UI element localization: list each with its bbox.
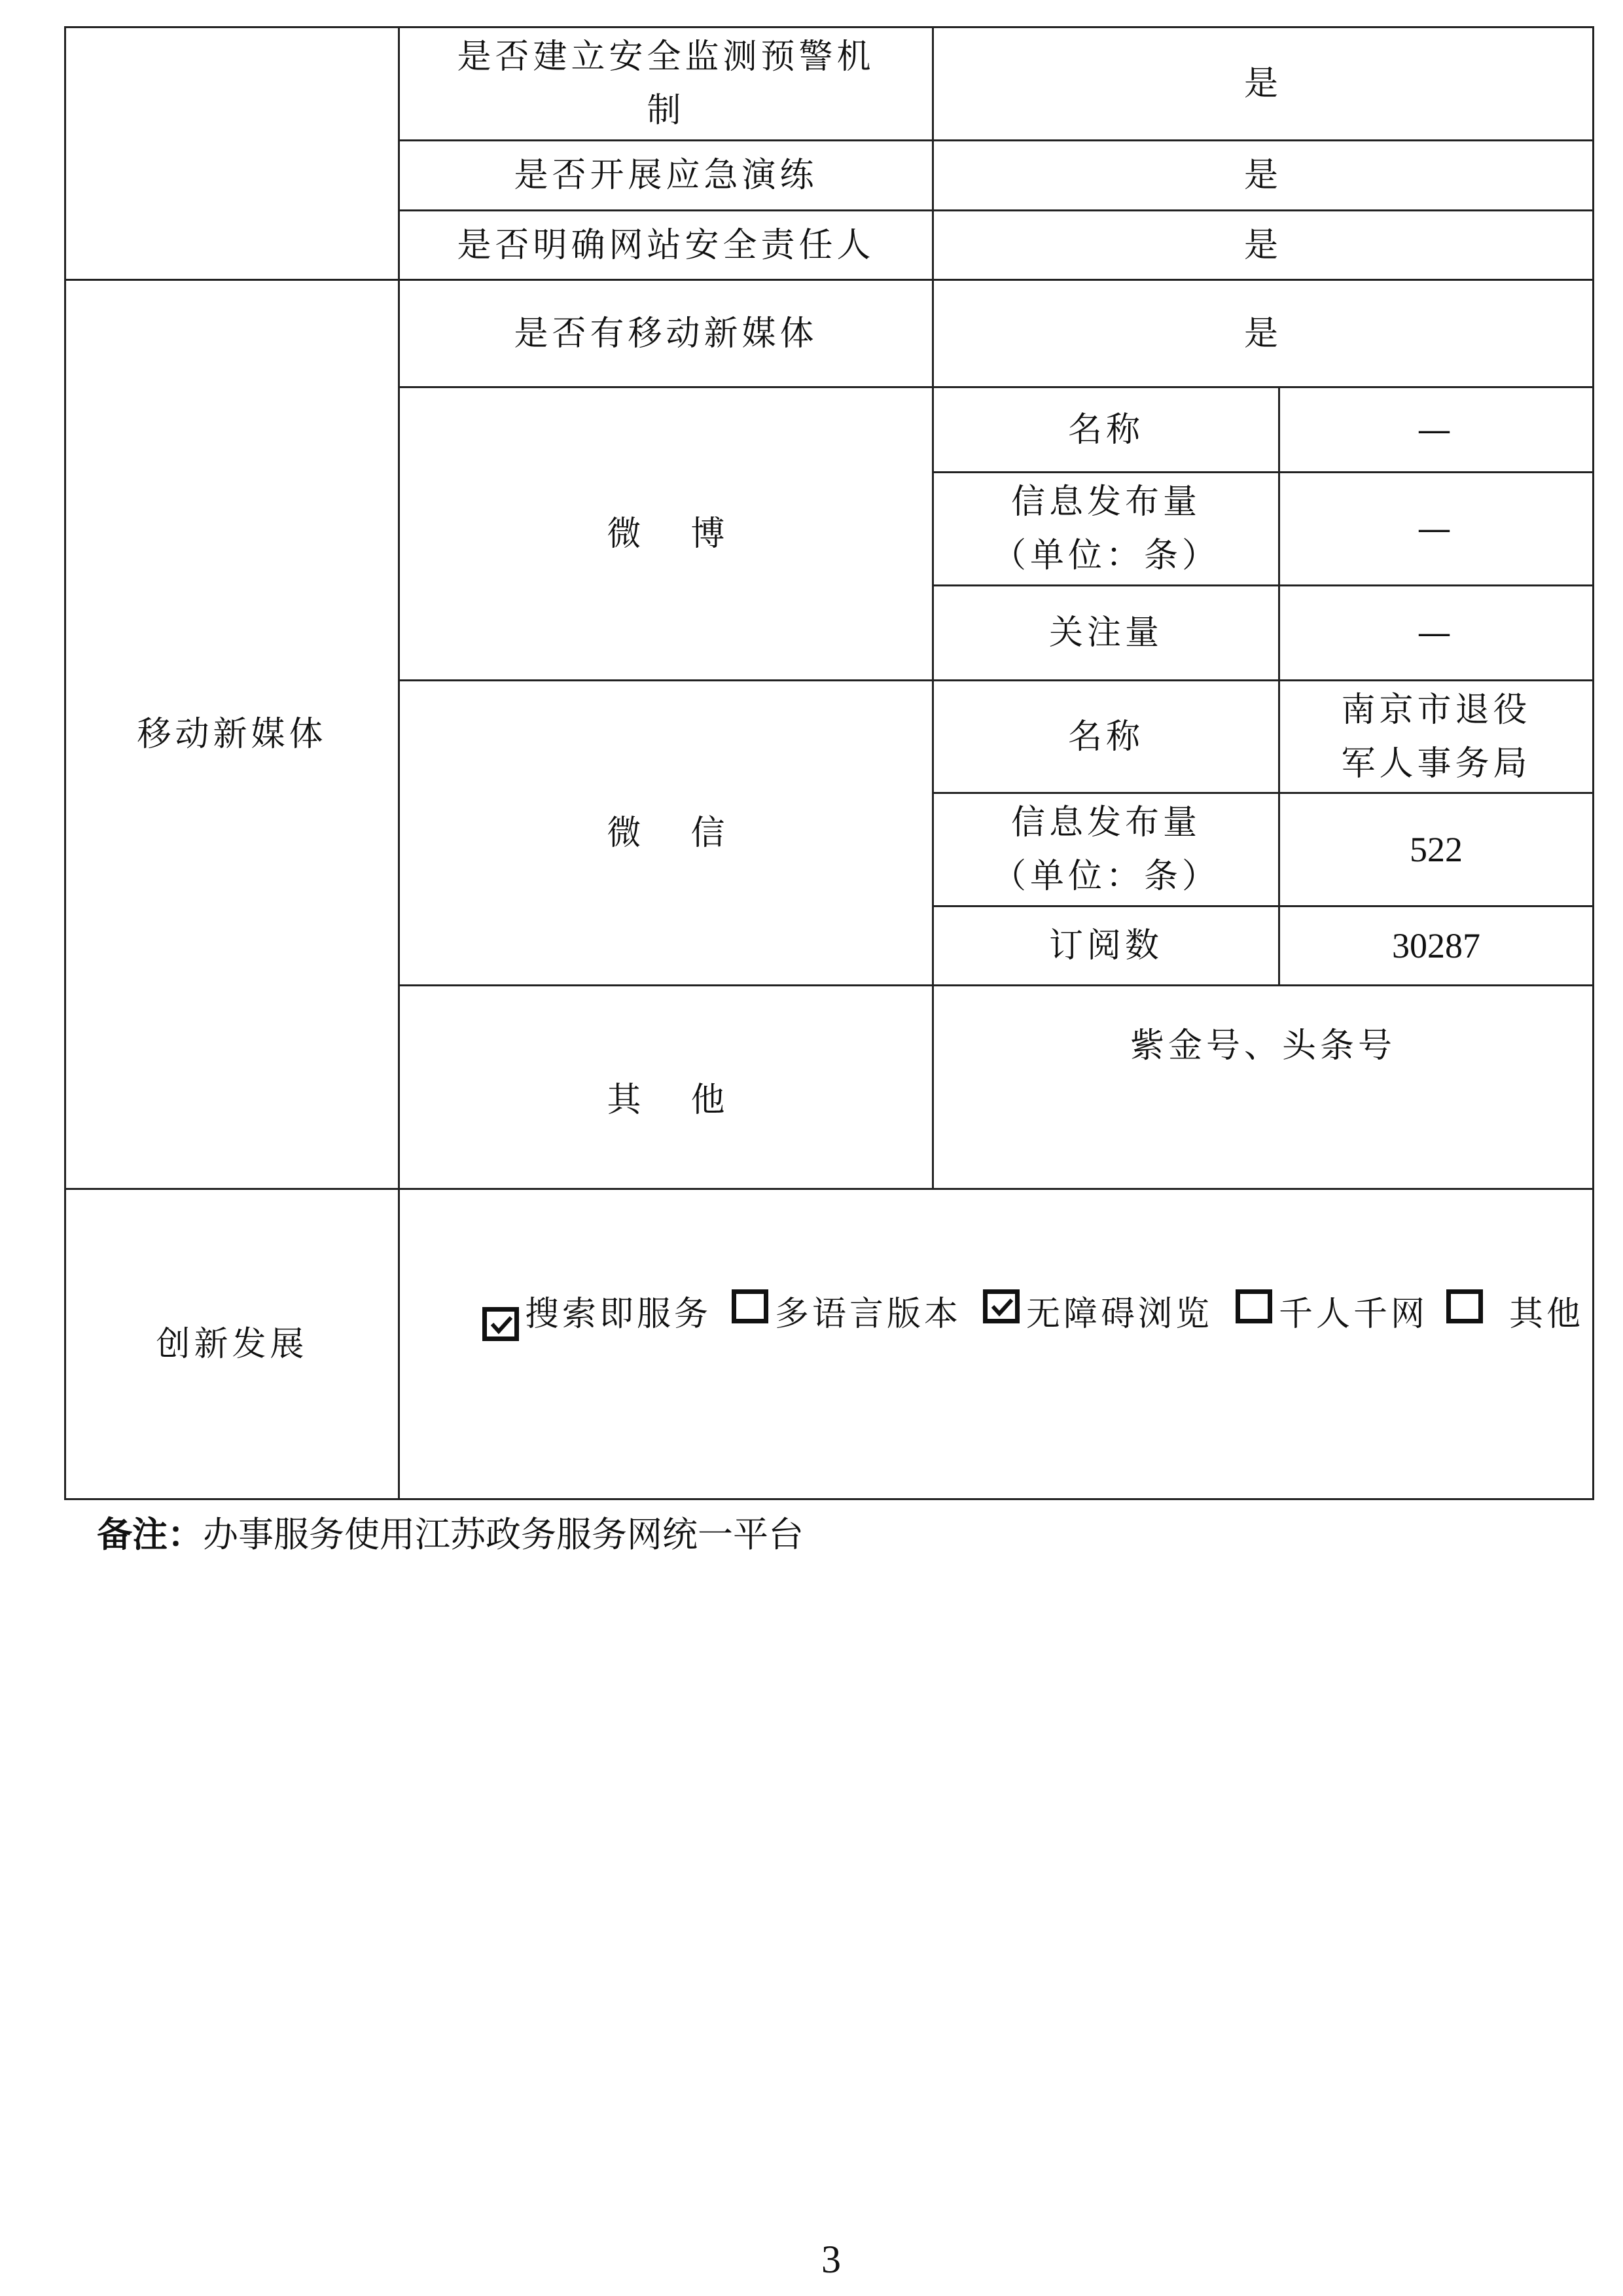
option-label-personalized: 千人千网 bbox=[1279, 1295, 1429, 1334]
check-icon bbox=[489, 1314, 515, 1337]
innovation-category-label: 创新发展 bbox=[156, 1324, 308, 1364]
wechat-label: 微信 bbox=[607, 813, 775, 853]
footnote bbox=[97, 1512, 804, 1558]
checkbox-search-service[interactable] bbox=[482, 1307, 519, 1341]
security-item-monitoring: 是否建立安全监测预警机制 bbox=[457, 37, 875, 130]
other-media-label: 其他 bbox=[607, 1081, 775, 1120]
weibo-posts-value: — bbox=[1417, 509, 1455, 548]
footnote-prefix: 备注： bbox=[97, 1514, 203, 1555]
weibo-name-value: — bbox=[1417, 410, 1455, 450]
option-label-accessibility: 无障碍浏览 bbox=[1026, 1295, 1213, 1334]
weibo-followers-value: — bbox=[1417, 613, 1455, 653]
security-item-responsible: 是否明确网站安全责任人 bbox=[457, 225, 875, 265]
footnote-text: 办事服务使用江苏政务服务网统一平台 bbox=[203, 1514, 804, 1555]
wechat-name-label: 名称 bbox=[1067, 717, 1144, 757]
checkbox-personalized[interactable] bbox=[1236, 1289, 1272, 1323]
option-label-search-service: 搜索即服务 bbox=[525, 1295, 712, 1334]
weibo-label: 微博 bbox=[607, 514, 775, 554]
security-value-responsible: 是 bbox=[1243, 225, 1282, 265]
security-value-drill: 是 bbox=[1243, 156, 1282, 195]
security-item-drill: 是否开展应急演练 bbox=[514, 156, 818, 195]
option-label-multilingual: 多语言版本 bbox=[775, 1295, 962, 1334]
media-has-value: 是 bbox=[1243, 314, 1282, 353]
table-border-right bbox=[1592, 26, 1594, 1500]
weibo-posts-label: 信息发布量（单位：条） bbox=[991, 482, 1220, 575]
media-category-label: 移动新媒体 bbox=[137, 715, 327, 754]
wechat-posts-label: 信息发布量（单位：条） bbox=[991, 803, 1220, 896]
checkbox-accessibility[interactable] bbox=[983, 1289, 1020, 1323]
security-value-monitoring: 是 bbox=[1243, 64, 1282, 103]
other-media-value: 紫金号、头条号 bbox=[1130, 1026, 1396, 1066]
media-has-item: 是否有移动新媒体 bbox=[514, 314, 818, 353]
wechat-subs-label: 订阅数 bbox=[1048, 926, 1163, 965]
checkbox-other[interactable] bbox=[1446, 1289, 1483, 1323]
option-label-other: 其他 bbox=[1509, 1295, 1584, 1334]
wechat-posts-value: 522 bbox=[1410, 830, 1463, 869]
weibo-followers-label: 关注量 bbox=[1048, 613, 1163, 653]
check-icon bbox=[990, 1296, 1016, 1319]
checkbox-multilingual[interactable] bbox=[732, 1289, 768, 1323]
table-border-bottom bbox=[64, 1498, 1594, 1500]
page-number: 3 bbox=[821, 2238, 841, 2281]
weibo-name-label: 名称 bbox=[1067, 410, 1144, 450]
wechat-subs-value: 30287 bbox=[1392, 926, 1480, 965]
wechat-name-value: 南京市退役军人事务局 bbox=[1341, 690, 1531, 783]
